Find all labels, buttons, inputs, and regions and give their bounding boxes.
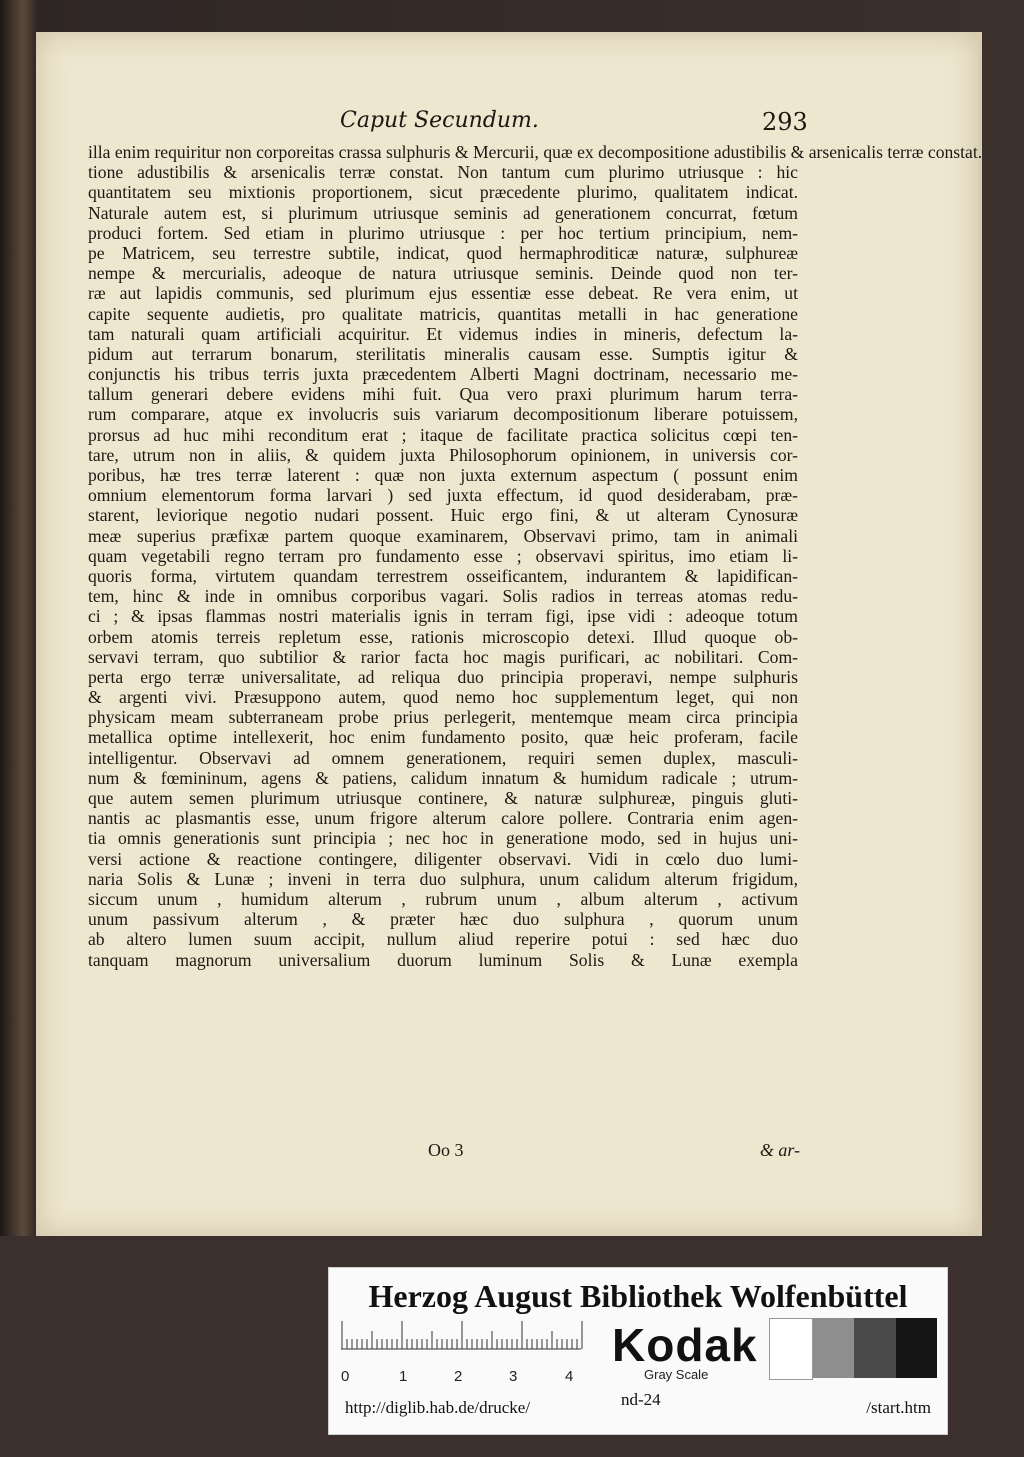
text-line: nempe & mercurialis, adeoque de natura utriusque seminis. Deinde quod non ter- (88, 263, 798, 284)
text-line: versi actione & reactione contingere, diligenter observavi. Vidi in cœlo duo lumi- (88, 848, 798, 869)
text-line (88, 970, 798, 990)
scale-number: 4 (565, 1368, 574, 1385)
ruler-ticks (341, 1320, 586, 1350)
text-line: capite sequente audietis, pro qualitate matricis, quantitas metalli in hac generatione (88, 303, 798, 324)
ruler-scale (341, 1320, 586, 1350)
gray-patch (813, 1318, 855, 1378)
text-line: intelligentur. Observavi ad omnem generationem, requiri semen duplex, masculi- (88, 747, 798, 768)
text-line: tam naturali quam artificiali acquiritur. Et videmus indies in mineris, defectum la- (88, 323, 798, 344)
text-line: & argenti vivi. Præsuppono autem, quod nemo hoc supplementum leget, qui non (88, 687, 798, 708)
text-line: physicam meam subterraneam probe prius perlegerit, mentemque meam circa principia (88, 707, 798, 728)
library-color-card (328, 1267, 948, 1435)
gray-patch (769, 1318, 813, 1380)
url-prefix: http://diglib.hab.de/drucke/ (345, 1398, 531, 1417)
running-head: Caput Secundum. (340, 108, 539, 133)
text-line: quantitatem seu mixtionis proportionem, sicut præcedente plurimo, qualitatem indicat. (88, 182, 798, 203)
text-line: pidum aut terrarum bonarum, sterilitatis mineralis causam esse. Sumptis igitur & (88, 343, 798, 364)
text-line: servavi terram, quo subtilior & rarior facta hoc magis purificari, ac nobilitari. Com- (88, 646, 798, 667)
signature-mark: Oo 3 (428, 1140, 464, 1160)
gray-patch (896, 1318, 938, 1378)
text-line: tare, utrum non in aliis, & quidem juxta Philosophorum opinionem, in universis cor- (88, 444, 798, 465)
library-name: Herzog August Bibliothek Wolfenbüttel (368, 1278, 908, 1314)
text-line: tia omnis generationis sunt principia ; nec hoc in generatione modo, sed in hujus uni- (88, 828, 798, 849)
text-line: tione adustibilis & arsenicalis terræ constat. Non tantum cum plurimo utriusque : hic (88, 162, 798, 183)
text-line: que autem semen plurimum utriusque continere, & naturæ sulphureæ, pinguis gluti- (88, 788, 798, 808)
text-line: metallica optime intellexerit, hoc enim fundamento posito, quæ heic proferam, facile (88, 727, 798, 748)
scale-number: 3 (509, 1368, 518, 1385)
text-line: prorsus ad huc mihi reconditum erat ; itaque de facilitate practica solicitus cœpi ten- (88, 424, 798, 445)
page-number: 293 (762, 108, 808, 136)
body-text (88, 142, 983, 990)
text-line: starent, leviorique negotio nudari possent. Huic ergo fini, & ut alteram Cynosuræ (88, 505, 798, 526)
text-line: conjunctis his tribus terris juxta præcedentem Alberti Magni doctrinam, necessario me- (88, 364, 798, 385)
text-line: meæ superius præfixæ partem quoque examinarem, Observavi primo, tam in animali (88, 525, 798, 546)
text-line: tem, hinc & inde in omnibus corporibus vagari. Solis radios in terreas atomas redu- (88, 586, 798, 607)
gray-scale-patches (769, 1318, 937, 1378)
url-id: nd-24 (621, 1390, 661, 1409)
text-line: produci fortem. Sed etiam in plurimo utriusque : per hoc tertium principium, nem- (88, 222, 798, 243)
text-line: pe Matricem, seu terrestre subtile, indicat, quod hermaphroditicæ naturæ, sulphureæ (88, 242, 798, 263)
text-line: nantis ac plasmantis esse, unum frigore alterum calore pollere. Contraria enim agen- (88, 808, 798, 829)
scale-number: 0 (341, 1368, 350, 1385)
text-line: ræ aut lapidis communis, sed plurimum ejus essentiæ esse debeat. Re vera enim, ut (88, 283, 798, 304)
text-line: perta ergo terræ universalitate, ad reliqua duo principia properavi, nempe sulphuris (88, 666, 798, 687)
text-line: rum comparare, atque ex involucris suis variarum decompositionum liberare potuissem, (88, 404, 798, 425)
text-line: num & fœmininum, agens & patiens, calidum innatum & humidum radicale ; utrum- (88, 767, 798, 788)
text-line: ab altero lumen suum accipit, nullum aliud reperire potui : sed hæc duo (88, 929, 798, 950)
page-footer (100, 1140, 800, 1164)
text-line: poribus, hæ tres terræ laterent : quæ non juxta externum aspectum ( possunt enim (88, 465, 798, 485)
text-line: naria Solis & Lunæ ; inveni in terra duo sulphura, unum calidum alterum frigidum, (88, 868, 798, 889)
text-line: orbem atomis terreis repletum esse, rationis microscopio detexi. Illud quoque ob- (88, 626, 798, 647)
text-line: siccum unum , humidum alterum , rubrum unum , album alterum , activum (88, 888, 798, 909)
gray-patch (854, 1318, 896, 1378)
text-line: Naturale autem est, si plurimum utriusque seminis ad generationem concurrat, fœtum (88, 202, 798, 223)
text-line: tallum generari debere evidens mihi fuit. Qua vero praxi plurimum harum terra- (88, 384, 798, 405)
url-suffix: /start.htm (866, 1398, 931, 1417)
gray-scale-label: Gray Scale (644, 1367, 709, 1382)
text-line: quam vegetabili regno terram pro fundamento esse ; observavi spiritus, imo etiam li- (88, 545, 798, 566)
text-line: unum passivum alterum , & præter hæc duo sulphura , quorum unum (88, 909, 798, 930)
text-line: tanquam magnorum universalium duorum luminum Solis & Lunæ exempla (88, 949, 798, 970)
catchword: & ar- (759, 1140, 800, 1160)
text-line: ci ; & ipsas flammas nostri materialis ignis in terram figi, ipse vidi : adeoque totum (88, 606, 798, 627)
scale-number: 2 (454, 1368, 463, 1385)
scale-number: 1 (399, 1368, 408, 1385)
kodak-logo: Kodak (612, 1319, 758, 1371)
text-line: illa enim requiritur non corporeitas crassa sulphuris & Mercurii, quæ ex decompositione adustibilis & arsenicalis terræ constat. (88, 142, 983, 162)
text-line: omnium elementorum forma larvari ) sed juxta effectum, id quod desiderabam, præ- (88, 485, 798, 506)
text-line: quoris forma, virtutem quandam terrestrem osseificantem, indurantem & lapidifican- (88, 565, 798, 586)
